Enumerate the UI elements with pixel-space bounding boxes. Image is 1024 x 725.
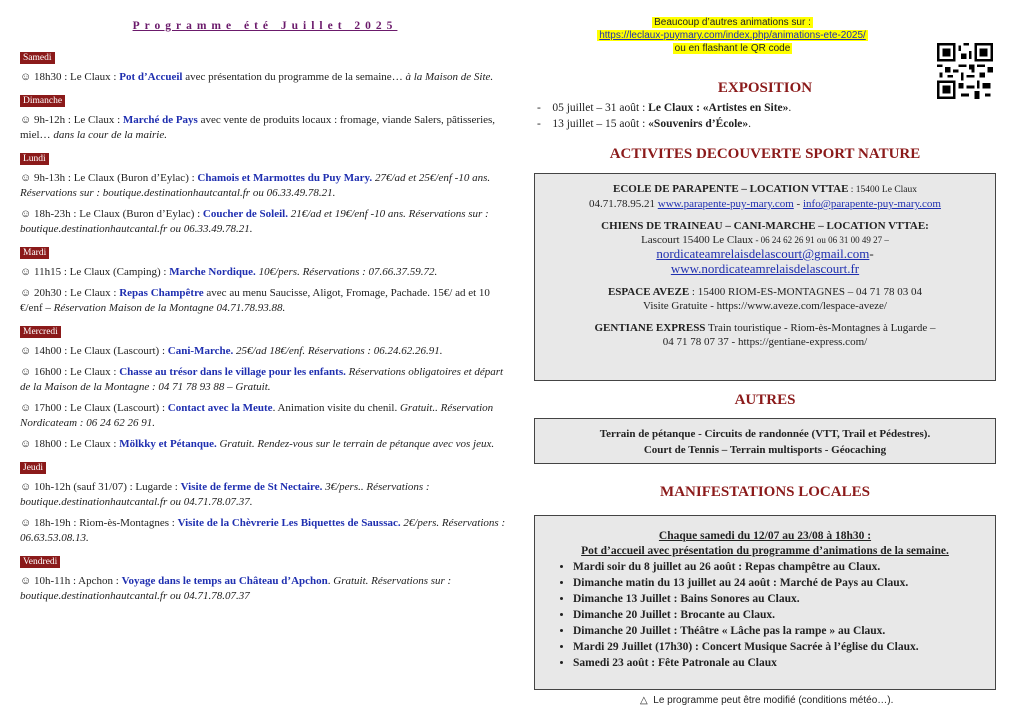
event-item: ☺ 17h00 : Le Claux (Lascourt) : Contact avec la Meute. Animation visite du chenil. Gratuit.. Réservation Nordicateam : 06 24 62 26 91. <box>20 402 494 429</box>
manifestations-box <box>534 515 996 690</box>
exposition-heading: EXPOSITION <box>717 80 813 96</box>
paragliding-email-link[interactable]: info@parapente-puy-mary.com <box>802 198 941 210</box>
manifestations-list <box>535 559 995 671</box>
day-label: Mardi <box>20 247 49 259</box>
exposition-item: - 05 juillet – 31 août : Le Claux : «Artistes en Site». <box>537 102 792 114</box>
autres-line2: Court de Tennis – Terrain multisports - Géocaching <box>643 444 887 456</box>
event-item: ☺ 14h00 : Le Claux (Lascourt) : Cani-Marche. 25€/ad 18€/enf. Réservations : 06.24.62.26.91. <box>20 345 443 357</box>
exposition-item: - 13 juillet – 15 août : «Souvenirs d’École». <box>537 118 752 130</box>
autres-box <box>534 418 996 464</box>
aveze-block: ESPACE AVEZE : 15400 RIOM-ES-MONTAGNES – 04 71 78 03 04 Visite Gratuite - https://www.aveze.com/lespace-aveze/ <box>607 286 923 312</box>
day-label: Lundi <box>20 153 49 165</box>
day-label: Dimanche <box>20 95 65 107</box>
warning-icon: △ <box>640 695 648 706</box>
day-label: Mercredi <box>20 326 61 338</box>
more-animations-note <box>580 16 885 55</box>
paragliding-website-link[interactable]: www.parapente-puy-mary.com <box>657 198 794 210</box>
tip-line3: ou en flashant le QR code <box>674 43 791 54</box>
manifestation-item: • Dimanche matin du 13 juillet au 24 août : Marché de Pays au Claux. <box>573 575 995 591</box>
footer-text: Le programme peut être modifié (conditions météo…). <box>653 695 894 706</box>
event-item: ☺ 16h00 : Le Claux : Chasse au trésor dans le village pour les enfants. Réservations obligatoires et départ de la Maison de la Montagne : 04 71 78 93 88 – Gratuit. <box>20 366 504 393</box>
manifestation-item: • Samedi 23 août : Fête Patronale au Claux <box>573 655 995 671</box>
manifestation-item: • Dimanche 13 Juillet : Bains Sonores au Claux. <box>573 591 995 607</box>
page-title: Programme été Juillet 2025 <box>132 20 398 32</box>
event-item: ☺ 9h-12h : Le Claux : Marché de Pays avec vente de produits locaux : fromage, viande Salers, pâtisseries, miel… dans la cour de la mairie. <box>20 114 496 141</box>
event-item: ☺ 18h-23h : Le Claux (Buron d’Eylac) : Coucher de Soleil. 21€/ad et 19€/enf -10 ans. Réservations sur : boutique.destinationhautcantal.fr ou 06.33.49.78.21. <box>20 208 489 235</box>
sled-dogs-email-link[interactable]: nordicateamrelaisdelascourt@gmail.com <box>656 246 870 261</box>
event-item: ☺ 9h-13h : Le Claux (Buron d’Eylac) : Chamois et Marmottes du Puy Mary. 27€/ad et 25€/enf -10 ans. Réservations sur : boutique.destinationhautcantal.fr ou 06.33.49.78.21. <box>20 172 491 199</box>
manifestation-item: • Mardi 29 Juillet (17h30) : Concert Musique Sacrée à l’église du Claux. <box>573 639 995 655</box>
event-item: ☺ 10h-12h (sauf 31/07) : Lugarde : Visite de ferme de St Nectaire. 3€/pers.. Réservations : boutique.destinationhautcantal.fr ou 04.71.78.07.37. <box>20 481 430 508</box>
autres-heading: AUTRES <box>734 392 796 408</box>
manifestation-item: • Dimanche 20 Juillet : Brocante au Claux. <box>573 607 995 623</box>
manifestation-item: • Dimanche 20 Juillet : Théâtre « Lâche pas la rampe » au Claux. <box>573 623 995 639</box>
autres-line1: Terrain de pétanque - Circuits de randonnée (VTT, Trail et Pédestres). <box>599 428 931 440</box>
tip-line1: Beaucoup d’autres animations sur : <box>654 17 811 28</box>
sled-dogs-block: CHIENS DE TRAINEAU – CANI-MARCHE – LOCATION VTTAE: Lascourt 15400 Le Claux - 06 24 62 26 91 ou 06 31 00 49 27 – nordicateamrelaisdelascourt@gmail.com- www.nordicateamrelaisdelascourt.fr <box>601 220 929 276</box>
event-item: ☺ 18h-19h : Riom-ès-Montagnes : Visite de la Chèvrerie Les Biquettes de Saussac. 2€/pers. Réservations : 06.63.53.08.13. <box>20 517 506 544</box>
day-label: Jeudi <box>20 462 46 474</box>
event-item: ☺ 20h30 : Le Claux : Repas Champêtre avec au menu Saucisse, Aligot, Fromage, Pachade. 15€/ ad et 10 €/enf – Réservation Maison de la Montagne 04.71.78.93.88. <box>20 287 490 314</box>
manifestations-heading: MANIFESTATIONS LOCALES <box>660 484 870 500</box>
gentiane-express-block: GENTIANE EXPRESS Train touristique - Riom-ès-Montagnes à Lugarde – 04 71 78 07 37 - https://gentiane-express.com/ <box>594 322 936 348</box>
sport-nature-box <box>534 173 996 381</box>
paragliding-block: ECOLE DE PARAPENTE – LOCATION VTTAE : 15400 Le Claux 04.71.78.95.21 www.parapente-puy-mary.com - info@parapente-puy-mary.com <box>589 183 941 210</box>
tip-url-link[interactable]: https://leclaux-puymary.com/index.php/animations-ete-2025/ <box>599 30 866 41</box>
day-label: Vendredi <box>20 556 60 568</box>
manifestation-item: • Mardi soir du 8 juillet au 26 août : Repas champêtre au Claux. <box>573 559 995 575</box>
sled-dogs-website-link[interactable]: www.nordicateamrelaisdelascourt.fr <box>670 261 860 276</box>
manif-line2: Pot d’accueil avec présentation du programme d’animations de la semaine. <box>581 545 949 557</box>
manif-line1: Chaque samedi du 12/07 au 23/08 à 18h30 : <box>658 530 872 542</box>
event-item: ☺ 18h30 : Le Claux : Pot d’Accueil avec présentation du programme de la semaine… à la Maison de Site. <box>20 71 494 83</box>
days-list <box>20 46 510 604</box>
event-item: ☺ 18h00 : Le Claux : Mölkky et Pétanque. Gratuit. Rendez-vous sur le terrain de pétanque avec vos jeux. <box>20 438 495 450</box>
exposition-list <box>537 100 1007 132</box>
event-item: ☺ 11h15 : Le Claux (Camping) : Marche Nordique. 10€/pers. Réservations : 07.66.37.59.72. <box>20 266 438 278</box>
footer-note <box>640 695 893 706</box>
event-item: ☺ 10h-11h : Apchon : Voyage dans le temps au Château d’Apchon. Gratuit. Réservations sur : boutique.destinationhautcantal.fr ou 04.71.78.07.37 <box>20 575 452 602</box>
weekly-program <box>20 20 510 608</box>
sport-nature-heading: ACTIVITES DECOUVERTE SPORT NATURE <box>609 146 921 162</box>
day-label: Samedi <box>20 52 55 64</box>
